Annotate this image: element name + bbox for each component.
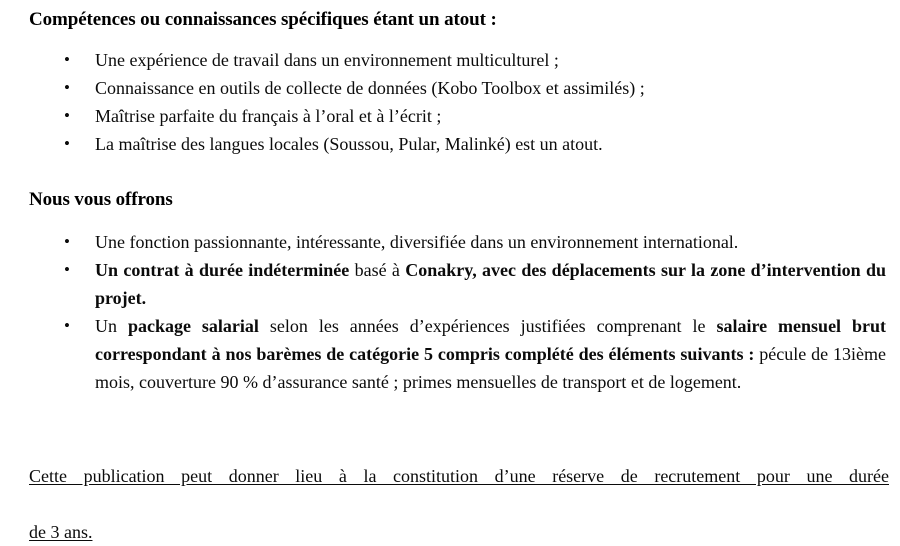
list-item-text: Connaissance en outils de collecte de données (Kobo Toolbox et assimilés) ; [95, 78, 645, 98]
bullet-marker-icon: • [64, 232, 70, 251]
bullet-marker-icon: • [64, 78, 70, 97]
text-run-bold: salaire mensuel brut correspondant à nos barèmes de catégorie 5 compris complété des éléments suivants : [95, 316, 887, 364]
text-run: pécule de 13ième mois, couverture 90 % d’assurance santé ; primes mensuelles de transport et de logement. [95, 344, 886, 392]
bullet-marker-icon: • [64, 106, 70, 125]
text-run-bold: Un contrat à durée indéterminée [95, 260, 350, 280]
text-run-bold: Conakry, avec des déplacements sur la zone d’intervention du projet. [95, 260, 886, 308]
bullet-list-offrons [0, 228, 900, 396]
text-run: Une fonction passionnante, intéressante, diversifiée dans un environnement international. [95, 232, 739, 252]
list-item-text [95, 256, 890, 312]
list-item-text [95, 228, 890, 256]
text-run: basé à [349, 260, 406, 280]
bullet-marker-icon: • [64, 134, 70, 153]
bullet-marker-icon: • [64, 260, 70, 279]
list-item [0, 102, 900, 130]
list-item [0, 312, 900, 396]
text-run: selon les années d’expériences justifiées comprenant le [258, 316, 717, 336]
bullet-marker-icon: • [64, 316, 70, 335]
closing-note-line-2: de 3 ans. [29, 522, 93, 542]
bullet-list-competences [0, 46, 900, 158]
list-item [0, 130, 900, 158]
section-heading-offrons: Nous vous offrons [29, 189, 173, 210]
list-item-text: La maîtrise des langues locales (Soussou, Pular, Malinké) est un atout. [95, 134, 603, 154]
bullet-marker-icon: • [64, 50, 70, 69]
text-run: Un [95, 316, 128, 336]
list-item-text: Maîtrise parfaite du français à l’oral et à l’écrit ; [95, 106, 442, 126]
list-item [0, 74, 900, 102]
list-item-text [95, 312, 890, 396]
list-item [0, 228, 900, 256]
text-run-bold: package salarial [127, 316, 259, 336]
closing-note-paragraph [29, 462, 889, 546]
closing-note-line-1: Cette publication peut donner lieu à la constitution d’une réserve de recrutement pour une durée [29, 466, 889, 486]
list-item-text: Une expérience de travail dans un environnement multiculturel ; [95, 50, 559, 70]
list-item [0, 256, 900, 312]
section-heading-competences: Compétences ou connaissances spécifiques étant un atout : [29, 9, 497, 30]
list-item [0, 46, 900, 74]
